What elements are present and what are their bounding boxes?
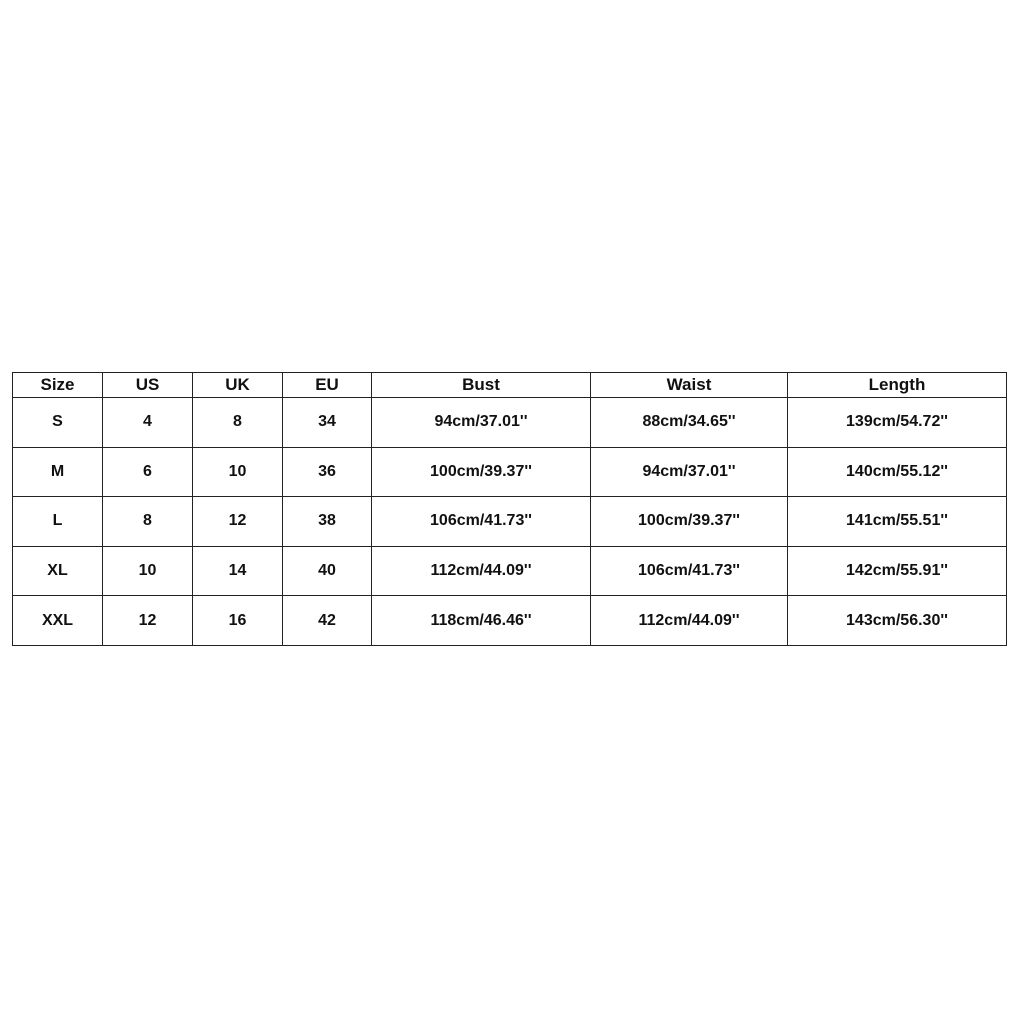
header-us: US	[103, 373, 193, 398]
header-bust: Bust	[372, 373, 591, 398]
cell-waist: 106cm/41.73''	[591, 546, 788, 596]
header-length: Length	[788, 373, 1007, 398]
cell-eu: 42	[283, 596, 372, 646]
cell-us: 8	[103, 497, 193, 547]
cell-uk: 10	[193, 447, 283, 497]
cell-us: 6	[103, 447, 193, 497]
header-waist: Waist	[591, 373, 788, 398]
cell-waist: 100cm/39.37''	[591, 497, 788, 547]
header-eu: EU	[283, 373, 372, 398]
cell-waist: 112cm/44.09''	[591, 596, 788, 646]
cell-uk: 16	[193, 596, 283, 646]
table-row	[13, 497, 1007, 547]
cell-size: M	[13, 447, 103, 497]
cell-us: 10	[103, 546, 193, 596]
header-uk: UK	[193, 373, 283, 398]
cell-uk: 12	[193, 497, 283, 547]
table-row	[13, 546, 1007, 596]
table-row	[13, 398, 1007, 448]
cell-eu: 38	[283, 497, 372, 547]
header-size: Size	[13, 373, 103, 398]
cell-waist: 88cm/34.65''	[591, 398, 788, 448]
cell-length: 140cm/55.12''	[788, 447, 1007, 497]
cell-eu: 40	[283, 546, 372, 596]
cell-bust: 112cm/44.09''	[372, 546, 591, 596]
cell-us: 12	[103, 596, 193, 646]
size-chart-table	[12, 372, 1007, 646]
cell-bust: 106cm/41.73''	[372, 497, 591, 547]
table-row	[13, 447, 1007, 497]
cell-bust: 100cm/39.37''	[372, 447, 591, 497]
cell-length: 142cm/55.91''	[788, 546, 1007, 596]
cell-size: XL	[13, 546, 103, 596]
table-row	[13, 596, 1007, 646]
cell-uk: 8	[193, 398, 283, 448]
cell-eu: 36	[283, 447, 372, 497]
cell-size: XXL	[13, 596, 103, 646]
cell-bust: 94cm/37.01''	[372, 398, 591, 448]
cell-length: 143cm/56.30''	[788, 596, 1007, 646]
cell-uk: 14	[193, 546, 283, 596]
cell-size: S	[13, 398, 103, 448]
cell-length: 139cm/54.72''	[788, 398, 1007, 448]
cell-us: 4	[103, 398, 193, 448]
cell-waist: 94cm/37.01''	[591, 447, 788, 497]
table-header-row	[13, 373, 1007, 398]
cell-length: 141cm/55.51''	[788, 497, 1007, 547]
cell-bust: 118cm/46.46''	[372, 596, 591, 646]
cell-eu: 34	[283, 398, 372, 448]
cell-size: L	[13, 497, 103, 547]
